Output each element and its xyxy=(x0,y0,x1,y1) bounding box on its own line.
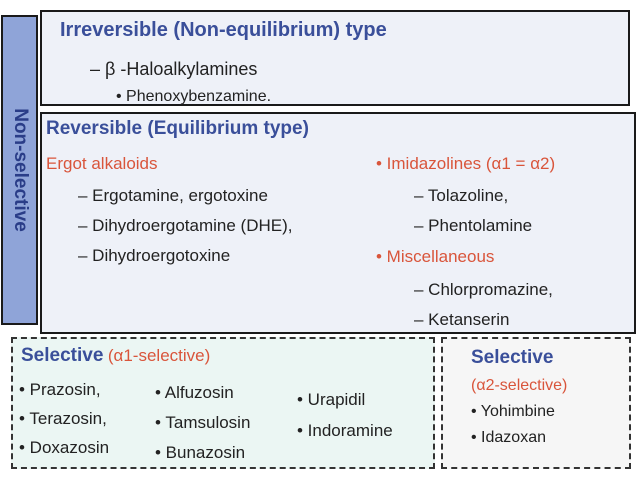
ergot-heading: Ergot alkaloids xyxy=(46,154,158,173)
miscellaneous-heading: • Miscellaneous xyxy=(376,247,495,266)
reversible-box xyxy=(40,112,636,334)
alpha2-subtitle: (α2-selective) xyxy=(471,377,568,394)
alpha1-drug: • Terazosin, xyxy=(19,409,107,428)
alpha2-drug: • Idazoxan xyxy=(471,429,546,446)
ergot-item: – Ergotamine, ergotoxine xyxy=(78,186,268,205)
alpha1-drug: • Tamsulosin xyxy=(155,413,251,432)
alpha1-drug: • Bunazosin xyxy=(155,443,246,462)
alpha1-selective-box xyxy=(11,337,435,469)
alpha1-heading xyxy=(21,345,210,367)
alpha1-drug: • Indoramine xyxy=(297,421,393,440)
misc-item: – Ketanserin xyxy=(414,310,510,329)
ergot-item: – Dihydroergotamine (DHE), xyxy=(78,216,293,235)
alpha1-title: Selective xyxy=(21,345,104,366)
alpha2-drug: • Yohimbine xyxy=(471,403,555,420)
reversible-title: Reversible (Equilibrium type) xyxy=(46,118,309,139)
phenoxybenzamine-item: • Phenoxybenzamine. xyxy=(116,88,272,105)
alpha1-subtitle: (α1-selective) xyxy=(107,346,211,365)
alpha1-drug: • Prazosin, xyxy=(19,380,101,399)
non-selective-box xyxy=(1,15,38,325)
imidazoline-item: – Phentolamine xyxy=(414,216,533,235)
imidazolines-heading: • Imidazolines (α1 = α2) xyxy=(376,154,556,173)
alpha1-drug: • Alfuzosin xyxy=(155,383,234,402)
irreversible-box xyxy=(40,10,630,106)
ergot-item: – Dihydroergotoxine xyxy=(78,246,231,265)
irreversible-title: Irreversible (Non-equilibrium) type xyxy=(60,19,387,41)
alpha2-selective-box xyxy=(441,337,631,469)
alpha1-drug: • Urapidil xyxy=(297,390,366,409)
alpha1-drug: • Doxazosin xyxy=(19,438,110,457)
non-selective-label: Non-selective xyxy=(9,108,31,232)
imidazoline-item: – Tolazoline, xyxy=(414,186,509,205)
haloalkylamines-item: – β -Haloalkylamines xyxy=(90,59,258,79)
alpha2-title: Selective xyxy=(471,347,554,368)
misc-item: – Chlorpromazine, xyxy=(414,280,553,299)
